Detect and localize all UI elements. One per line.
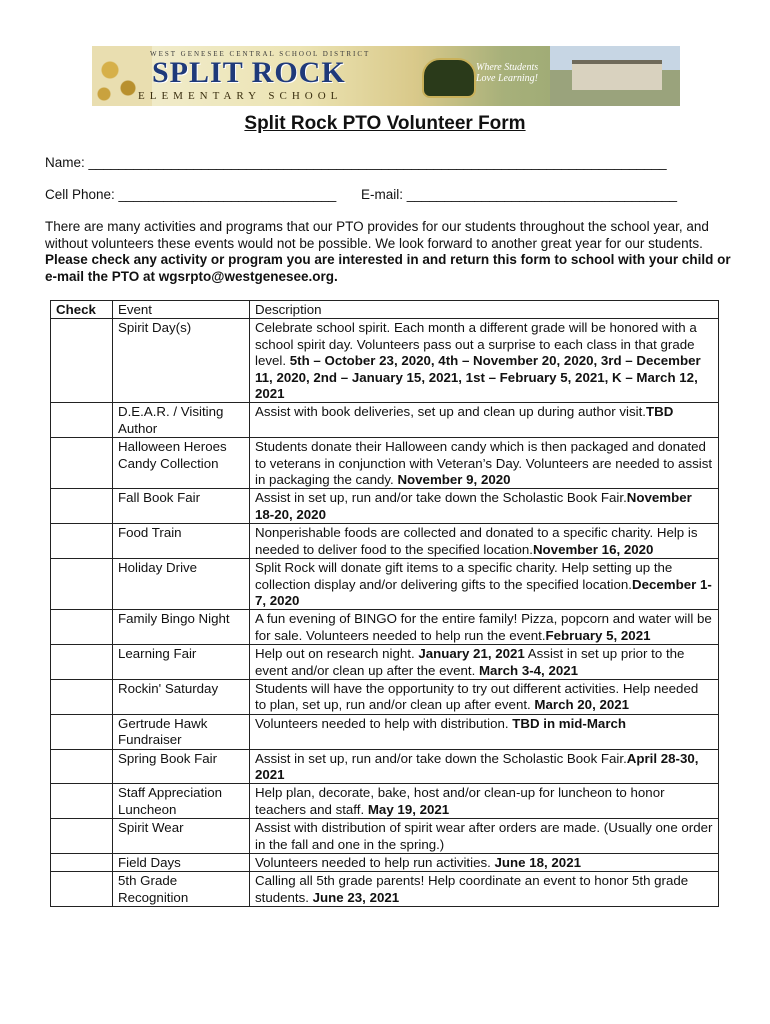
event-name: Halloween Heroes Candy Collection xyxy=(113,438,250,489)
event-date-secondary: March 3-4, 2021 xyxy=(478,662,579,678)
event-date: November 9, 2020 xyxy=(397,472,511,488)
event-description xyxy=(250,854,719,872)
event-description xyxy=(250,645,719,680)
event-name: Rockin' Saturday xyxy=(113,679,250,714)
event-date: January 21, 2021 xyxy=(418,646,525,662)
event-date: April 28-30, 2021 xyxy=(255,750,699,782)
event-description xyxy=(250,403,719,438)
event-name: Holiday Drive xyxy=(113,559,250,610)
table-row xyxy=(51,872,719,907)
check-cell[interactable] xyxy=(51,645,113,680)
table-row xyxy=(51,559,719,610)
check-cell[interactable] xyxy=(51,819,113,854)
description-text: Nonperishable foods are collected and donated to a specific charity. Help is needed to deliver food to the specified location. xyxy=(255,525,698,557)
description-text-continued: Assist in set up prior to the event and/or clean up after the event. xyxy=(255,646,685,678)
school-subtitle: ELEMENTARY SCHOOL xyxy=(138,90,343,102)
event-name: Staff Appreciation Luncheon xyxy=(113,784,250,819)
events-table-body xyxy=(51,319,719,907)
description-text: A fun evening of BINGO for the entire family! Pizza, popcorn and water will be for sale. Volunteers needed to help run the event. xyxy=(255,611,712,643)
table-row xyxy=(51,854,719,872)
event-date: November 16, 2020 xyxy=(532,541,654,557)
event-description xyxy=(250,679,719,714)
event-date: December 1-7, 2020 xyxy=(255,576,712,608)
check-cell[interactable] xyxy=(51,610,113,645)
events-table xyxy=(50,300,719,907)
event-date: June 18, 2021 xyxy=(494,855,581,870)
description-text: Assist with book deliveries, set up and clean up during author visit. xyxy=(255,404,646,420)
event-date: 5th – October 23, 2020, 4th – November 20, 2020, 3rd – December 11, 2020, 2nd – January 15, 2021, 1st – February 5, 2021, K – March 12, 2021 xyxy=(255,353,701,402)
event-description xyxy=(250,784,719,819)
event-description xyxy=(250,438,719,489)
event-date: February 5, 2021 xyxy=(545,627,651,643)
table-row xyxy=(51,524,719,559)
description-text: Help plan, decorate, bake, host and/or clean-up for luncheon to honor teachers and staff. xyxy=(255,785,665,817)
event-description xyxy=(250,559,719,610)
description-text: Help out on research night. xyxy=(255,646,419,662)
intro-instructions: Please check any activity or program you are interested in and return this form to school with your child or e-mail the PTO at wgsrpto@westgenesee.org. xyxy=(45,252,731,284)
event-description xyxy=(250,819,719,854)
description-text: Split Rock will donate gift items to a specific charity. Help setting up the collection display and/or delivering gifts to the specified location. xyxy=(255,560,673,592)
cell-phone-field[interactable]: Cell Phone: _____________________________ xyxy=(45,187,337,202)
event-description xyxy=(250,319,719,403)
table-row xyxy=(51,489,719,524)
form-title: Split Rock PTO Volunteer Form xyxy=(244,113,526,134)
description-header: Description xyxy=(250,301,719,319)
school-name: SPLIT ROCK xyxy=(152,56,346,89)
event-description xyxy=(250,714,719,749)
description-text: Assist in set up, run and/or take down the Scholastic Book Fair. xyxy=(255,490,627,506)
table-row xyxy=(51,403,719,438)
check-header: Check xyxy=(51,301,113,319)
event-name: Fall Book Fair xyxy=(113,489,250,524)
event-name: Gertrude Hawk Fundraiser xyxy=(113,714,250,749)
check-cell[interactable] xyxy=(51,872,113,907)
school-building-photo xyxy=(550,46,680,106)
table-header-row xyxy=(51,301,719,319)
event-date: March 20, 2021 xyxy=(534,697,630,713)
event-date: TBD xyxy=(646,404,674,420)
check-cell[interactable] xyxy=(51,524,113,559)
check-cell[interactable] xyxy=(51,749,113,784)
school-crest-logo xyxy=(422,58,476,98)
table-row xyxy=(51,714,719,749)
event-date: TBD in mid-March xyxy=(512,715,627,731)
check-cell[interactable] xyxy=(51,714,113,749)
event-name: D.E.A.R. / Visiting Author xyxy=(113,403,250,438)
description-text: Celebrate school spirit. Each month a different grade will be honored with a school spirit day. Volunteers pass out a surprise to each class in that grade level. xyxy=(255,320,697,369)
table-row xyxy=(51,610,719,645)
check-cell[interactable] xyxy=(51,403,113,438)
check-cell[interactable] xyxy=(51,854,113,872)
event-name: 5th Grade Recognition xyxy=(113,872,250,907)
event-description xyxy=(250,749,719,784)
event-name: Spirit Day(s) xyxy=(113,319,250,403)
event-description xyxy=(250,489,719,524)
table-row xyxy=(51,819,719,854)
event-date: May 19, 2021 xyxy=(367,801,450,817)
event-description xyxy=(250,524,719,559)
event-date: November 18-20, 2020 xyxy=(255,490,692,522)
description-text: Assist with distribution of spirit wear after orders are made. (Usually one order in the fall and one in the spring.) xyxy=(255,820,713,852)
email-field[interactable]: E-mail: ____________________________________ xyxy=(361,187,678,202)
description-text: Students will have the opportunity to try out different activities. Help needed to plan, set up, run and/or clean up after event. xyxy=(255,680,699,713)
table-row xyxy=(51,319,719,403)
check-cell[interactable] xyxy=(51,489,113,524)
table-row xyxy=(51,749,719,784)
table-row xyxy=(51,784,719,819)
event-description xyxy=(250,610,719,645)
event-name: Spirit Wear xyxy=(113,819,250,854)
description-text: Assist in set up, run and/or take down the Scholastic Book Fair. xyxy=(255,750,627,766)
intro-paragraph xyxy=(45,219,735,285)
description-text: Students donate their Halloween candy which is then packaged and donated to veterans in conjunction with Veteran’s Day. Volunteers are needed to assist in packaging the candy. xyxy=(255,439,713,488)
description-text: Volunteers needed to help run activities. xyxy=(255,855,495,870)
description-text: Volunteers needed to help with distribution. xyxy=(255,715,513,731)
check-cell[interactable] xyxy=(51,679,113,714)
event-name: Family Bingo Night xyxy=(113,610,250,645)
event-name: Field Days xyxy=(113,854,250,872)
table-row xyxy=(51,679,719,714)
check-cell[interactable] xyxy=(51,319,113,403)
check-cell[interactable] xyxy=(51,438,113,489)
event-name: Food Train xyxy=(113,524,250,559)
event-name: Learning Fair xyxy=(113,645,250,680)
table-row xyxy=(51,438,719,489)
name-field[interactable]: Name: _____________________________________________________________________________ xyxy=(45,155,667,170)
event-date: June 23, 2021 xyxy=(312,889,400,905)
description-text: Calling all 5th grade parents! Help coordinate an event to honor 5th grade students. xyxy=(255,873,689,905)
intro-text: There are many activities and programs that our PTO provides for our students throughout the school year, and without volunteers these events would not be possible. We look forward to another great year for our students. xyxy=(45,219,709,251)
banner-tagline: Where Students Love Learning! xyxy=(476,62,539,84)
event-header: Event xyxy=(113,301,250,319)
check-cell[interactable] xyxy=(51,784,113,819)
event-description xyxy=(250,872,719,907)
table-row xyxy=(51,645,719,680)
district-name: WEST GENESEE CENTRAL SCHOOL DISTRICT xyxy=(150,50,371,58)
school-banner xyxy=(92,46,680,106)
event-name: Spring Book Fair xyxy=(113,749,250,784)
check-cell[interactable] xyxy=(51,559,113,610)
